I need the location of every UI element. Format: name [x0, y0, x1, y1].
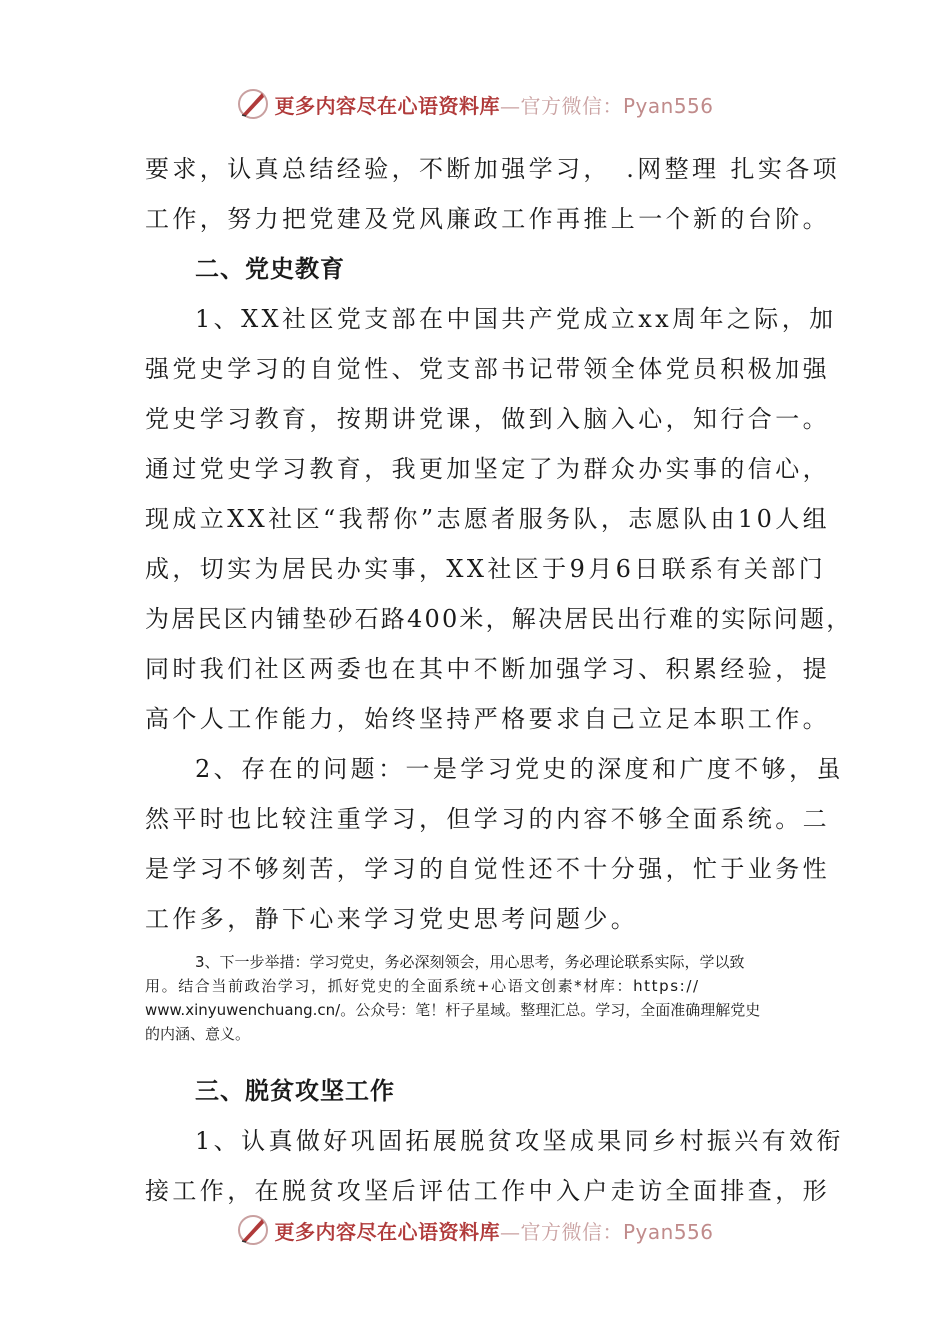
text-line: 2、存在的问题：一是学习党史的深度和广度不够，虽	[195, 755, 844, 783]
watermark-banner-bottom	[0, 1210, 950, 1250]
paragraph-poverty-alleviation-1	[145, 1116, 844, 1216]
watermark-account-id: Pyan556	[622, 93, 714, 118]
text-line: 然平时也比较注重学习，但学习的内容不够全面系统。二	[145, 805, 830, 833]
text-line: 为居民区内铺垫砂石路400米，解决居民出行难的实际问题，	[145, 605, 853, 633]
watermark-account-label: 官方微信：	[520, 93, 623, 118]
watermark-dash: —	[499, 93, 521, 118]
watermark-dash: —	[499, 1219, 521, 1244]
text-line: 强党史学习的自觉性、党支部书记带领全体党员积极加强	[145, 355, 830, 383]
text-line: 现成立XX社区“我帮你”志愿者服务队，志愿队由10人组	[145, 505, 831, 533]
section-heading-party-history: 二、党史教育	[195, 255, 345, 283]
section-heading-poverty-alleviation: 三、脱贫攻坚工作	[195, 1077, 395, 1105]
small-text-line: 3、下一步举措：学习党史，务必深刻领会，用心思考，务必理论联系实际，学以致	[195, 953, 745, 971]
text-line: 成，切实为居民办实事，XX社区于9月6日联系有关部门	[145, 555, 827, 583]
watermark-account-label: 官方微信：	[520, 1219, 623, 1244]
watermark-text	[274, 1216, 713, 1245]
text-line: 高个人工作能力，始终坚持严格要求自己立足本职工作。	[145, 705, 830, 733]
text-line: 1、认真做好巩固拓展脱贫攻坚成果同乡村振兴有效衔	[195, 1127, 844, 1155]
text-line: 是学习不够刻苦，学习的自觉性还不十分强，忙于业务性	[145, 855, 830, 883]
watermark-site-name: 更多内容尽在心语资料库	[274, 93, 500, 118]
paragraph-party-history-2	[145, 744, 844, 944]
watermark-site-name: 更多内容尽在心语资料库	[274, 1219, 500, 1244]
small-text-line: 用。结合当前政治学习，抓好党史的全面系统+心语文创素*材库：https://	[145, 977, 700, 995]
paragraph-next-steps-small	[145, 950, 810, 1046]
watermark-banner-top	[0, 84, 950, 124]
quill-logo-icon	[236, 1213, 270, 1247]
paragraph-party-history-1	[145, 294, 853, 744]
text-line: 工作，努力把党建及党风廉政工作再推上一个新的台阶。	[145, 205, 830, 233]
small-text-line: 的内涵、意义。	[145, 1025, 251, 1043]
spacer	[145, 1046, 810, 1066]
text-line: 1、XX社区党支部在中国共产党成立xx周年之际，加	[195, 305, 837, 333]
small-text-line: www.xinyuwenchuang.cn/。公众号：笔！杆子星域。整理汇总。学习，全面准确理解党史	[145, 1001, 761, 1019]
quill-logo-icon	[236, 87, 270, 121]
watermark-text	[274, 90, 713, 119]
text-line: 工作多，静下心来学习党史思考问题少。	[145, 905, 639, 933]
document-body	[145, 144, 853, 1216]
paragraph-continuation	[145, 144, 841, 244]
text-line: 要求，认真总结经验，不断加强学习， .网整理 扎实各项	[145, 155, 841, 183]
text-line: 接工作，在脱贫攻坚后评估工作中入户走访全面排查，形	[145, 1177, 830, 1205]
text-line: 同时我们社区两委也在其中不断加强学习、积累经验，提	[145, 655, 830, 683]
text-line: 党史学习教育，按期讲党课，做到入脑入心，知行合一。	[145, 405, 830, 433]
text-line: 通过党史学习教育，我更加坚定了为群众办实事的信心，	[145, 455, 830, 483]
watermark-account-id: Pyan556	[622, 1219, 714, 1244]
